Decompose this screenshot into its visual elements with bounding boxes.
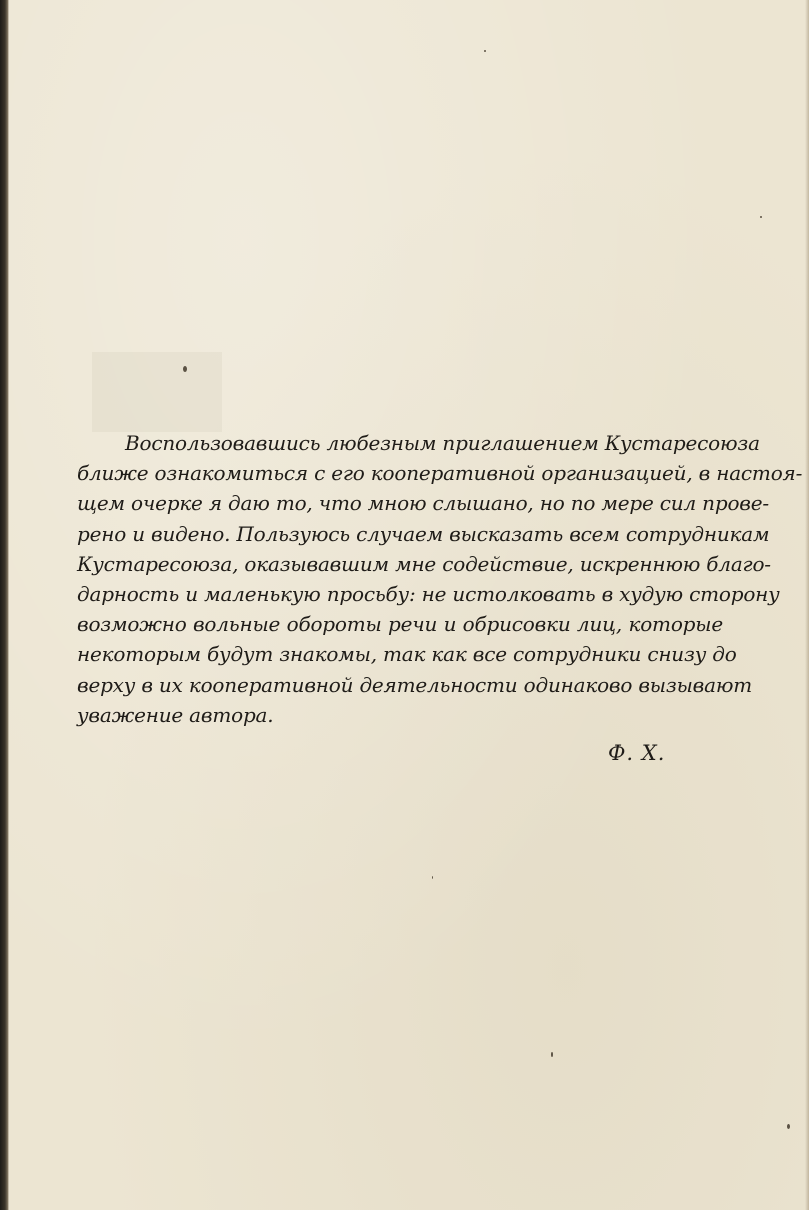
ink-speck	[183, 366, 187, 372]
ink-speck	[787, 1124, 790, 1129]
ink-speck	[760, 216, 762, 218]
author-signature: Ф. Х.	[608, 741, 666, 765]
binding-edge	[0, 0, 9, 1210]
text-line: рено и видено. Пользуюсь случаем высказать всем сотрудникам	[77, 521, 770, 546]
text-line: некоторым будут знакомы, так как все сотрудники снизу до	[77, 642, 737, 667]
text-line: ближе ознакомиться с его кооперативной организацией, в настоя-	[77, 461, 803, 486]
text-line: щем очерке я даю то, что мною слышано, но по мере сил прове-	[77, 491, 769, 516]
text-line: верху в их кооперативной деятельности одинаково вызывают	[77, 672, 753, 697]
page-edge-shadow	[805, 0, 809, 1210]
ink-speck	[432, 876, 433, 879]
text-line: Кустаресоюза, оказывавшим мне содействие, искреннюю благо-	[77, 551, 771, 576]
text-line: дарность и маленькую просьбу: не истолковать в худую сторону	[77, 581, 780, 606]
bleed-through-mark	[92, 352, 222, 432]
ink-speck	[484, 50, 486, 52]
text-line: Воспользовавшись любезным приглашением Кустаресоюза	[125, 431, 760, 455]
ink-speck	[551, 1052, 553, 1057]
text-line: уважение автора.	[77, 702, 274, 727]
preface-paragraph	[77, 428, 803, 730]
text-line: возможно вольные обороты речи и обрисовки лиц, которые	[77, 612, 723, 637]
